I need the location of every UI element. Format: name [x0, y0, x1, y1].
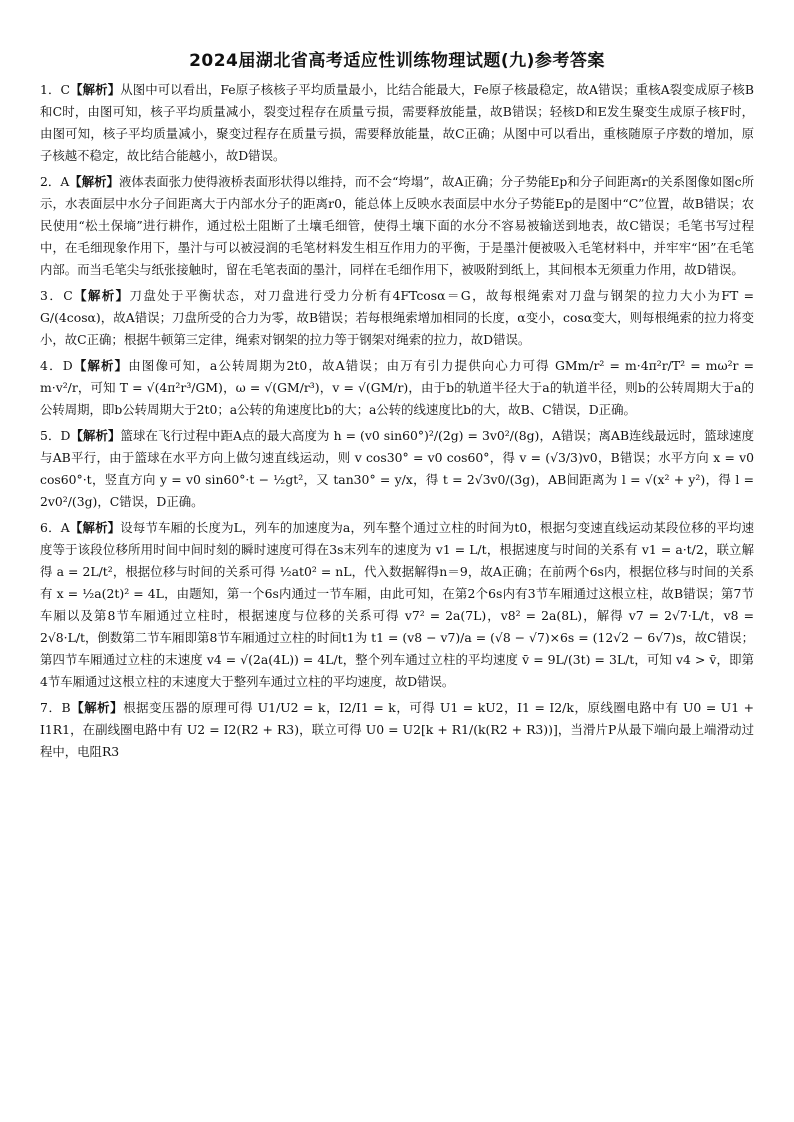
- answer-item-1: [40, 79, 754, 167]
- item-number: 6．: [40, 520, 61, 535]
- item-text: 设每节车厢的长度为L，列车的加速度为a，列车整个通过立柱的时间为t0，根据匀变速直线运动某段位移的平均速度等于该段位移所用时间中间时刻的瞬时速度可得在3s末列车的速度为 v1 = L/t，根据速度与时间的关系有 v1 = a·t/2，联立解得 a = 2L/t²，根据位移与时间的关系可得 ½at0² = nL，代入数据解得n＝9，故A正确；在前两个6s内，根据位移与时间的关系有 x = ½a(2t)² = 4L，由题知，第一个6s内通过一节车厢，由此可知，在第2个6s内有3节车厢通过这根立柱，故B错误；第7节车厢以及第8节车厢通过立柱时，根据速度与位移的关系可得 v7² = 2a(7L)，v8² = 2a(8L)，解得 v7 = 2√7·L/t，v8 = 2√8·L/t，倒数第二节车厢即第8节车厢通过立柱的时间t1为 t1 = (v8 − v7)/a = (√8 − √7)×6s = (12√2 − 6√7)s，故C错误；第四节车厢通过立柱的末速度 v4 = √(2a(4L)) = 4L/t，整个列车通过立柱的平均速度 v̄ = 9L/(3t) = 3L/t，可知 v4 > v̄，即第4节车厢通过这根立柱的末速度大于整列车通过立柱的平均速度，故D错误。: [40, 520, 755, 689]
- analysis-tag: 【解析】: [70, 82, 121, 97]
- item-answer: D: [60, 428, 71, 443]
- item-answer: B: [61, 700, 71, 715]
- analysis-tag: 【解析】: [70, 428, 121, 443]
- answer-item-5: [40, 425, 754, 513]
- analysis-tag: 【解析】: [70, 700, 124, 715]
- item-answer: D: [62, 358, 73, 373]
- item-answer: C: [63, 288, 73, 303]
- item-number: 4．: [40, 358, 63, 373]
- item-text: 根据变压器的原理可得 U1/U2 = k，I2/I1 = k，可得 U1 = kU2，I1 = I2/k，原线圈电路中有 U0 = U1 + I1R1，在副线圈电路中有 U2 = I2(R2 + R3)，联立可得 U0 = U2[k + R1/(k(R2 + R3))]，当滑片P从最下端向最上端滑动过程中，电阻R3: [40, 700, 754, 759]
- item-number: 3．: [40, 288, 64, 303]
- item-number: 1．: [40, 82, 61, 97]
- item-text: 从图中可以看出，Fe原子核核子平均质量最小，比结合能最大，Fe原子核最稳定，故A错误；重核A裂变成原子核B和C时，由图可知，核子平均质量减小，裂变过程存在质量亏损，需要释放能量，故B错误；轻核D和E发生聚变生成原子核F时，由图可知，核子平均质量减小，聚变过程存在质量亏损，需要释放能量，故C正确；从图中可以看出，重核随原子序数的增加，原子核越不稳定，故比结合能越小，故D错误。: [40, 82, 754, 163]
- item-number: 2．: [40, 174, 61, 189]
- answer-item-7: [40, 697, 754, 763]
- item-text: 液体表面张力使得液桥表面形状得以维持，而不会“垮塌”，故A正确；分子势能Ep和分子间距离r的关系图像如图c所示，水表面层中水分子间距离大于内部水分子的距离r0，能总体上反映水表面层中水分子势能Ep的是图中“C”位置，故B错误；农民使用“松土保墒”进行耕作，通过松土阻断了土壤毛细管，使得土壤下面的水分不容易被输送到地表，故C错误；毛笔书写过程中，在毛细现象作用下，墨汁与可以被浸润的毛笔材料发生相互作用力的平衡，于是墨汁便被吸入毛笔材料中，并牢牢“困”在毛笔内部。而当毛笔尖与纸张接触时，留在毛笔表面的墨汁，同样在毛细作用下，被吸附到纸上，其间根本无须重力作用，故D错误。: [40, 174, 754, 277]
- analysis-tag: 【解析】: [69, 520, 121, 535]
- item-text: 由图像可知，a公转周期为2t0，故A错误；由万有引力提供向心力可得 GMm/r² = m·4π²r/T² = mω²r = m·v²/r，可知 T = √(4π²r³/GM)，ω = √(GM/r³)，v = √(GM/r)，由于b的轨道半径大于a的轨道半径，则b的公转周期大于a的公转周期，即b公转周期大于2t0；a公转的角速度比b的大；a公转的线速度比b的大，故B、C错误，D正确。: [40, 358, 755, 417]
- analysis-tag: 【解析】: [69, 174, 119, 189]
- item-text: 刀盘处于平衡状态，对刀盘进行受力分析有4FTcosα＝G，故每根绳索对刀盘与钢架的拉力大小为FT = G/(4cosα)，故A错误；刀盘所受的合力为零，故B错误；若每根绳索增加相同的长度，α变小，cosα变大，则每根绳索的拉力将变小，故C正确；根据牛顿第三定律，绳索对钢架的拉力等于钢架对绳索的拉力，故D错误。: [40, 288, 754, 347]
- page-title: 2024届湖北省高考适应性训练物理试题(九)参考答案: [189, 51, 605, 71]
- answer-page: [40, 46, 754, 763]
- item-answer: C: [60, 82, 71, 97]
- item-number: 5．: [40, 428, 61, 443]
- answer-item-6: [40, 517, 754, 693]
- answer-item-2: [40, 171, 754, 281]
- analysis-tag: 【解析】: [72, 358, 129, 373]
- answer-item-4: [40, 355, 754, 421]
- item-number: 7．: [40, 700, 62, 715]
- analysis-tag: 【解析】: [72, 288, 130, 303]
- item-answer: A: [60, 174, 70, 189]
- answer-item-3: [40, 285, 754, 351]
- item-answer: A: [60, 520, 70, 535]
- item-text: 篮球在飞行过程中距A点的最大高度为 h = (v0 sin60°)²/(2g) = 3v0²/(8g)，A错误；离AB连线最远时，篮球速度与AB平行，由于篮球在水平方向上做匀速直线运动，则 v cos30° = v0 cos60°，得 v = (√3/3)v0，B错误；水平方向 x = v0 cos60°·t，竖直方向 y = v0 sin60°·t − ½gt²，又 tan30° = y/x，得 t = 2√3v0/(3g)，AB间距离为 l = √(x² + y²)，得 l = 2v0²/(3g)，C错误，D正确。: [40, 428, 755, 509]
